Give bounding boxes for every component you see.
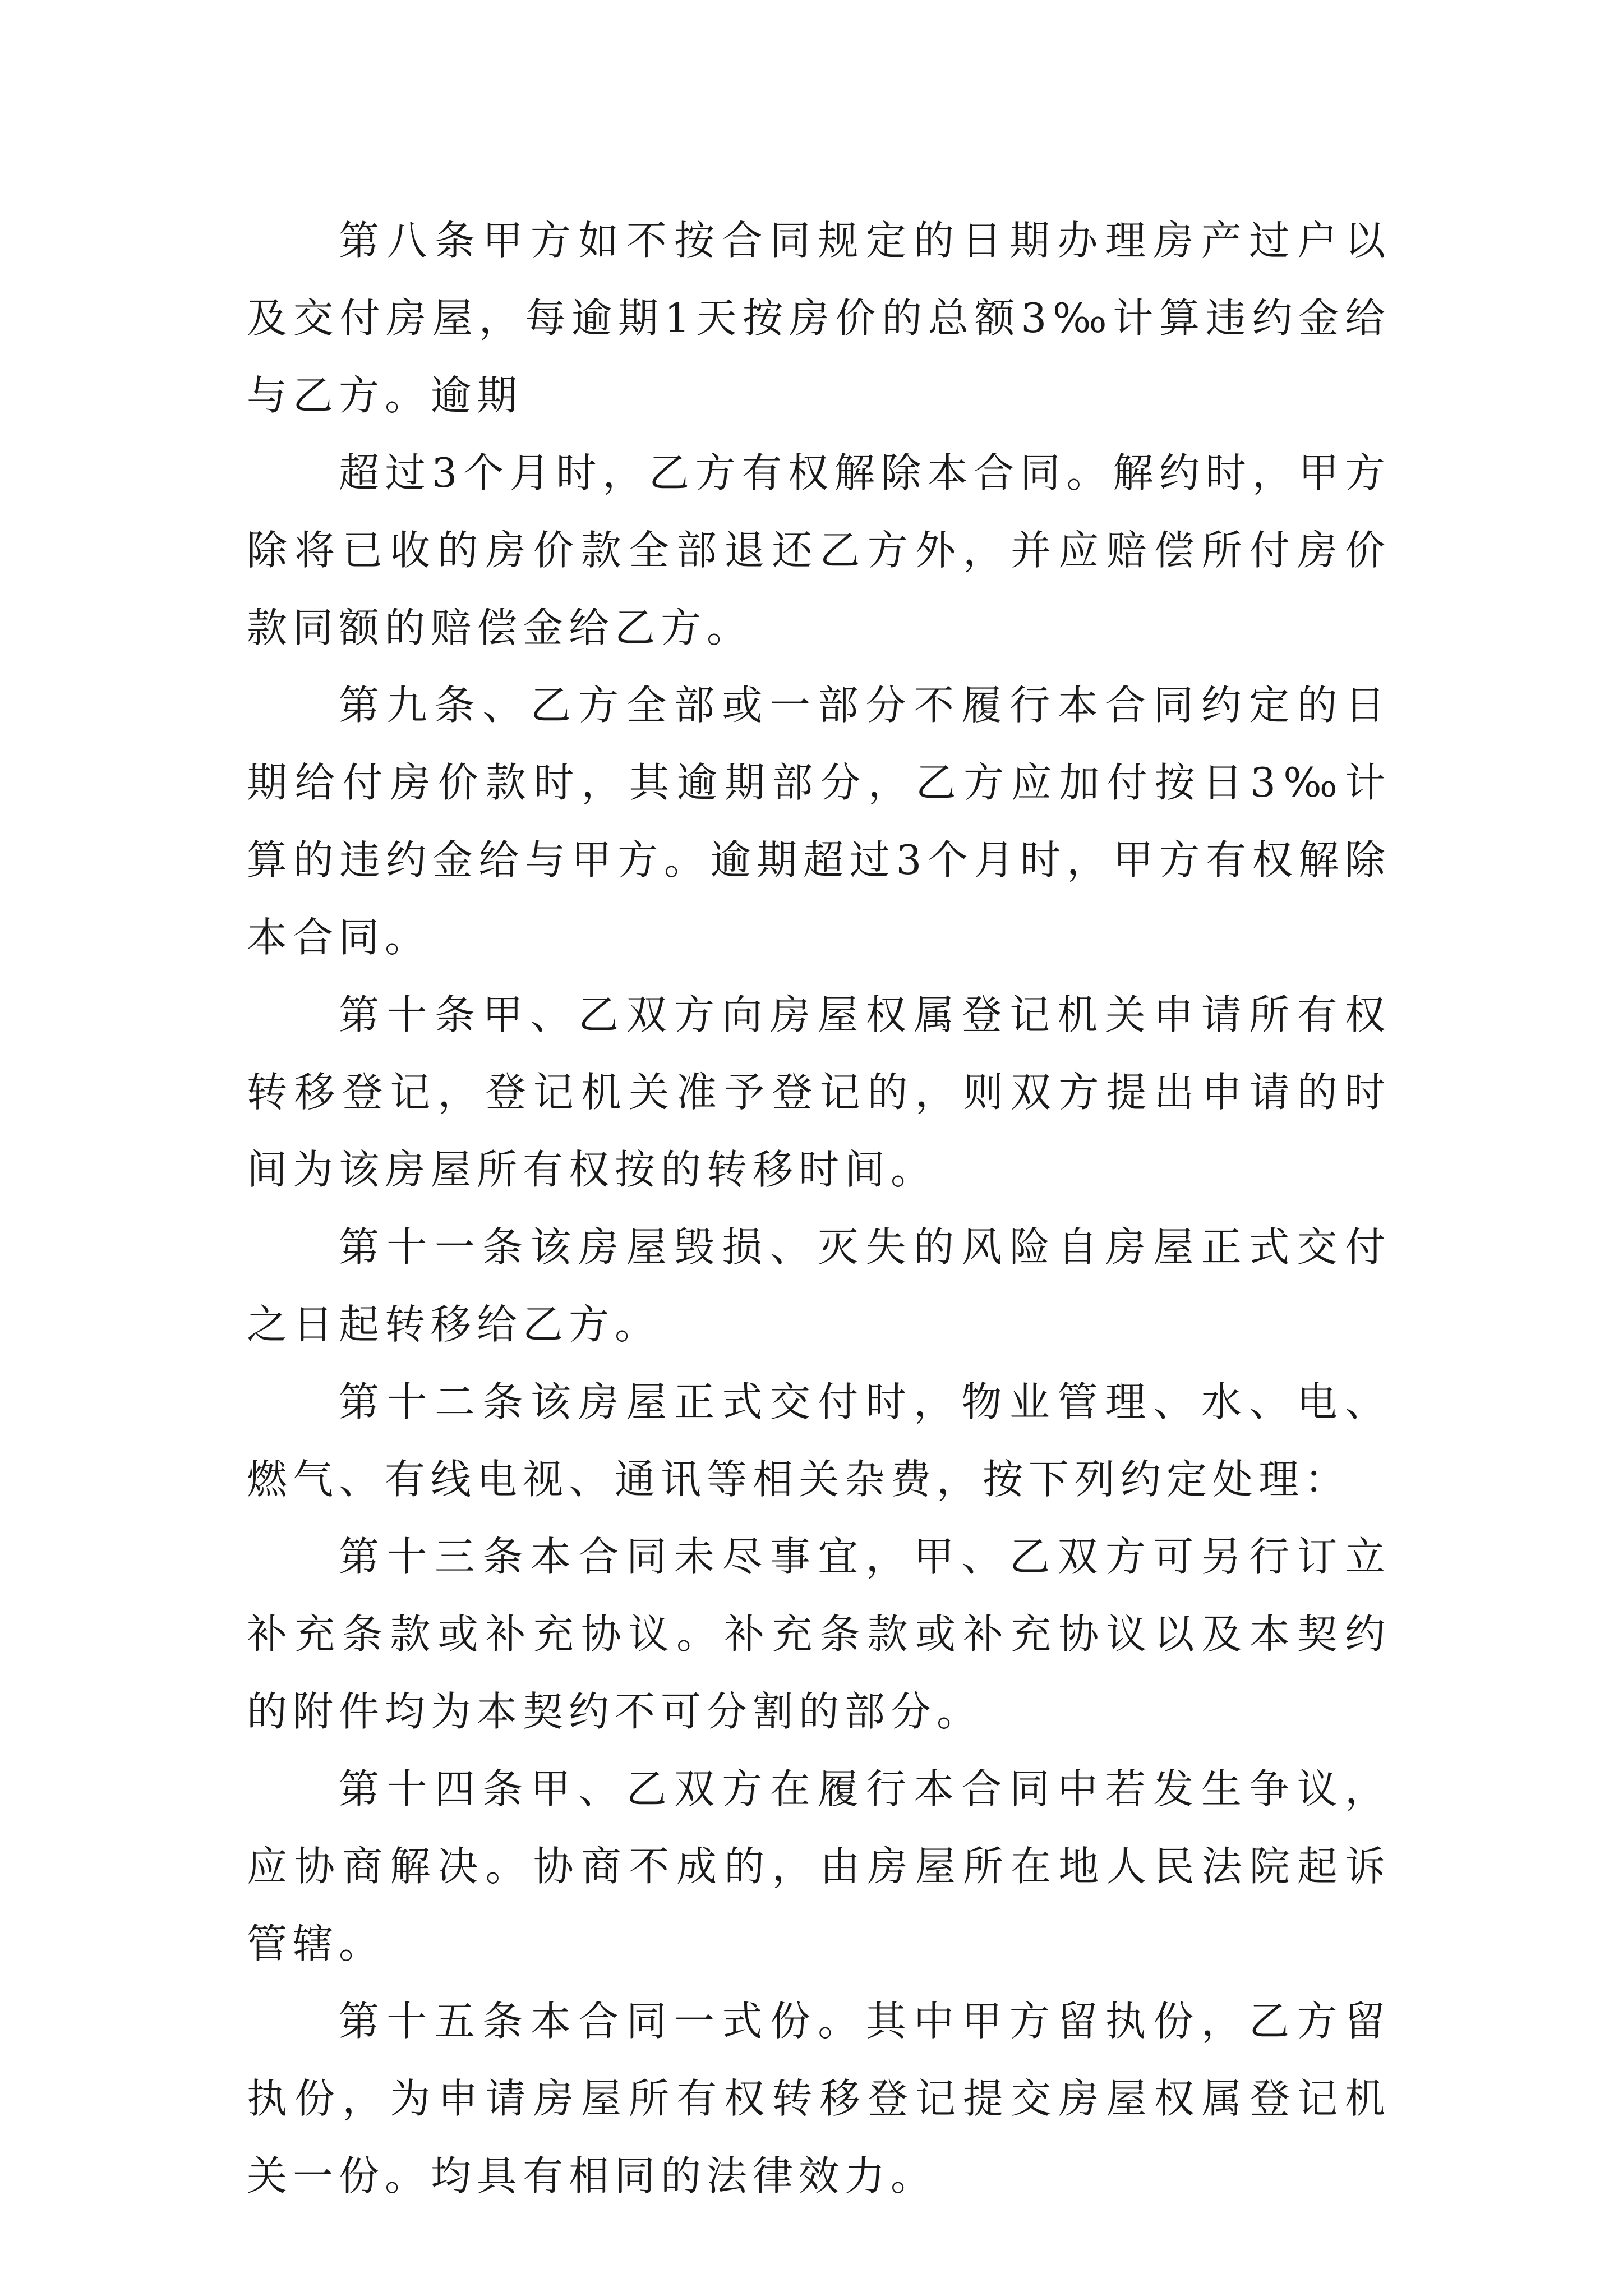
paragraph-article-9: 第九条、乙方全部或一部分不履行本合同约定的日期给付房价款时，其逾期部分，乙方应加付按日3‰计算的违约金给与甲方。逾期超过3个月时，甲方有权解除本合同。	[247, 682, 1391, 961]
paragraph-article-14: 第十四条甲、乙双方在履行本合同中若发生争议，应协商解决。协商不成的，由房屋所在地人民法院起诉管辖。	[247, 1765, 1391, 1967]
paragraph-article-13: 第十三条本合同未尽事宜，甲、乙双方可另行订立补充条款或补充协议。补充条款或补充协议以及本契约的附件均为本契约不可分割的部分。	[247, 1533, 1391, 1735]
paragraph-article-11: 第十一条该房屋毁损、灭失的风险自房屋正式交付之日起转移给乙方。	[247, 1223, 1391, 1348]
contract-body	[247, 202, 1391, 2215]
paragraph-article-10: 第十条甲、乙双方向房屋权属登记机关申请所有权转移登记，登记机关准予登记的，则双方提出申请的时间为该房屋所有权按的转移时间。	[247, 991, 1391, 1193]
paragraph-article-15: 第十五条本合同一式份。其中甲方留执份，乙方留执份，为申请房屋所有权转移登记提交房屋权属登记机关一份。均具有相同的法律效力。	[247, 1998, 1391, 2200]
paragraph-article-8-continued: 超过3个月时，乙方有权解除本合同。解约时，甲方除将已收的房价款全部退还乙方外，并应赔偿所付房价款同额的赔偿金给乙方。	[247, 449, 1391, 651]
paragraph-article-8: 第八条甲方如不按合同规定的日期办理房产过户以及交付房屋，每逾期1天按房价的总额3‰计算违约金给与乙方。逾期	[247, 217, 1391, 419]
paragraph-article-12: 第十二条该房屋正式交付时，物业管理、水、电、燃气、有线电视、通讯等相关杂费，按下列约定处理：	[247, 1378, 1391, 1503]
